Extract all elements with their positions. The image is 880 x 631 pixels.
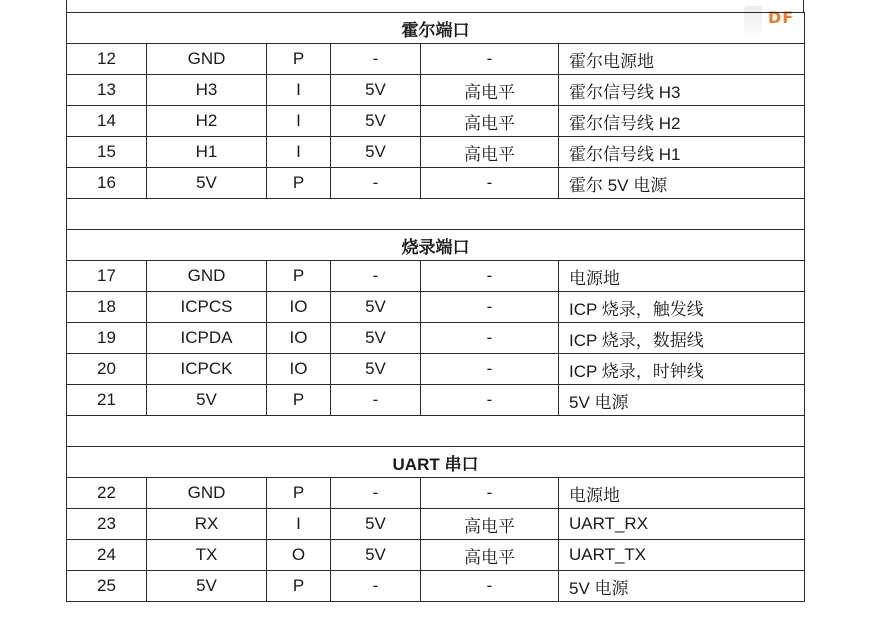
pin-voltage: -: [331, 168, 421, 199]
pin-description: 霍尔信号线 H1: [559, 137, 805, 168]
pin-voltage: 5V: [331, 106, 421, 137]
pin-number: 23: [67, 509, 147, 540]
pin-description: 电源地: [559, 478, 805, 509]
pin-number: 22: [67, 478, 147, 509]
table-row: [67, 168, 805, 199]
pin-number: 13: [67, 75, 147, 106]
table-row: [67, 571, 805, 602]
pin-type: P: [267, 571, 331, 602]
table-row: [67, 292, 805, 323]
pin-voltage: -: [331, 385, 421, 416]
pin-voltage: -: [331, 44, 421, 75]
pin-description: 霍尔 5V 电源: [559, 168, 805, 199]
pin-level: -: [421, 571, 559, 602]
pin-name: GND: [147, 261, 267, 292]
section-header-row: [67, 230, 805, 261]
pin-level: -: [421, 261, 559, 292]
blank-row: [67, 416, 805, 447]
pin-voltage: 5V: [331, 509, 421, 540]
pin-name: ICPCS: [147, 292, 267, 323]
pin-voltage: 5V: [331, 540, 421, 571]
pin-level: -: [421, 478, 559, 509]
pin-name: H3: [147, 75, 267, 106]
pin-description: UART_TX: [559, 540, 805, 571]
pin-level: -: [421, 292, 559, 323]
blank-cell: [67, 416, 805, 447]
pin-voltage: -: [331, 571, 421, 602]
pin-level: -: [421, 168, 559, 199]
pin-description: 电源地: [559, 261, 805, 292]
pin-voltage: -: [331, 261, 421, 292]
pin-voltage: 5V: [331, 354, 421, 385]
pin-description: ICP 烧录，触发线: [559, 292, 805, 323]
pin-name: ICPCK: [147, 354, 267, 385]
pin-level: 高电平: [421, 106, 559, 137]
table-row: [67, 323, 805, 354]
pin-type: I: [267, 137, 331, 168]
table-row: [67, 354, 805, 385]
pin-number: 12: [67, 44, 147, 75]
pin-voltage: 5V: [331, 137, 421, 168]
pin-type: P: [267, 478, 331, 509]
table-row: [67, 385, 805, 416]
pin-number: 21: [67, 385, 147, 416]
pin-level: -: [421, 323, 559, 354]
pin-type: O: [267, 540, 331, 571]
section-header-row: [67, 13, 805, 44]
pin-type: P: [267, 385, 331, 416]
pin-number: 14: [67, 106, 147, 137]
pin-description: 霍尔信号线 H3: [559, 75, 805, 106]
section-title: UART 串口: [67, 447, 805, 478]
pin-level: 高电平: [421, 137, 559, 168]
pin-name: ICPDA: [147, 323, 267, 354]
pin-name: 5V: [147, 385, 267, 416]
pin-type: IO: [267, 292, 331, 323]
table-row: [67, 509, 805, 540]
table-row: [67, 540, 805, 571]
table-row: [67, 478, 805, 509]
pin-name: H2: [147, 106, 267, 137]
table-row: [67, 44, 805, 75]
pin-description: 霍尔电源地: [559, 44, 805, 75]
pin-voltage: 5V: [331, 292, 421, 323]
pin-type: IO: [267, 354, 331, 385]
pin-number: 25: [67, 571, 147, 602]
pin-level: 高电平: [421, 509, 559, 540]
pin-type: IO: [267, 323, 331, 354]
table-row: [67, 106, 805, 137]
pin-type: I: [267, 75, 331, 106]
section-header-row: [67, 447, 805, 478]
previous-row-fragment: [66, 0, 804, 12]
pin-name: GND: [147, 44, 267, 75]
pin-number: 18: [67, 292, 147, 323]
table-row: [67, 75, 805, 106]
pin-name: 5V: [147, 168, 267, 199]
pin-voltage: 5V: [331, 323, 421, 354]
pin-level: 高电平: [421, 540, 559, 571]
pin-type: I: [267, 106, 331, 137]
pin-number: 20: [67, 354, 147, 385]
pin-number: 16: [67, 168, 147, 199]
pin-name: RX: [147, 509, 267, 540]
pin-voltage: -: [331, 478, 421, 509]
pin-name: GND: [147, 478, 267, 509]
pin-number: 15: [67, 137, 147, 168]
pin-type: P: [267, 44, 331, 75]
pin-description: ICP 烧录，数据线: [559, 323, 805, 354]
pin-description: 5V 电源: [559, 571, 805, 602]
pin-name: 5V: [147, 571, 267, 602]
blank-row: [67, 199, 805, 230]
pin-type: P: [267, 261, 331, 292]
section-title: 烧录端口: [67, 230, 805, 261]
pin-level: -: [421, 44, 559, 75]
pin-number: 24: [67, 540, 147, 571]
pin-description: 霍尔信号线 H2: [559, 106, 805, 137]
pin-name: TX: [147, 540, 267, 571]
pin-type: P: [267, 168, 331, 199]
pin-level: -: [421, 354, 559, 385]
pin-number: 19: [67, 323, 147, 354]
pin-voltage: 5V: [331, 75, 421, 106]
pin-number: 17: [67, 261, 147, 292]
pin-level: 高电平: [421, 75, 559, 106]
blank-cell: [67, 199, 805, 230]
section-title: 霍尔端口: [67, 13, 805, 44]
pin-type: I: [267, 509, 331, 540]
pin-name: H1: [147, 137, 267, 168]
pin-description: 5V 电源: [559, 385, 805, 416]
pin-level: -: [421, 385, 559, 416]
pin-description: UART_RX: [559, 509, 805, 540]
pin-table: [66, 12, 805, 602]
table-row: [67, 261, 805, 292]
pin-description: ICP 烧录，时钟线: [559, 354, 805, 385]
table-row: [67, 137, 805, 168]
df-logo: DF: [768, 8, 795, 27]
